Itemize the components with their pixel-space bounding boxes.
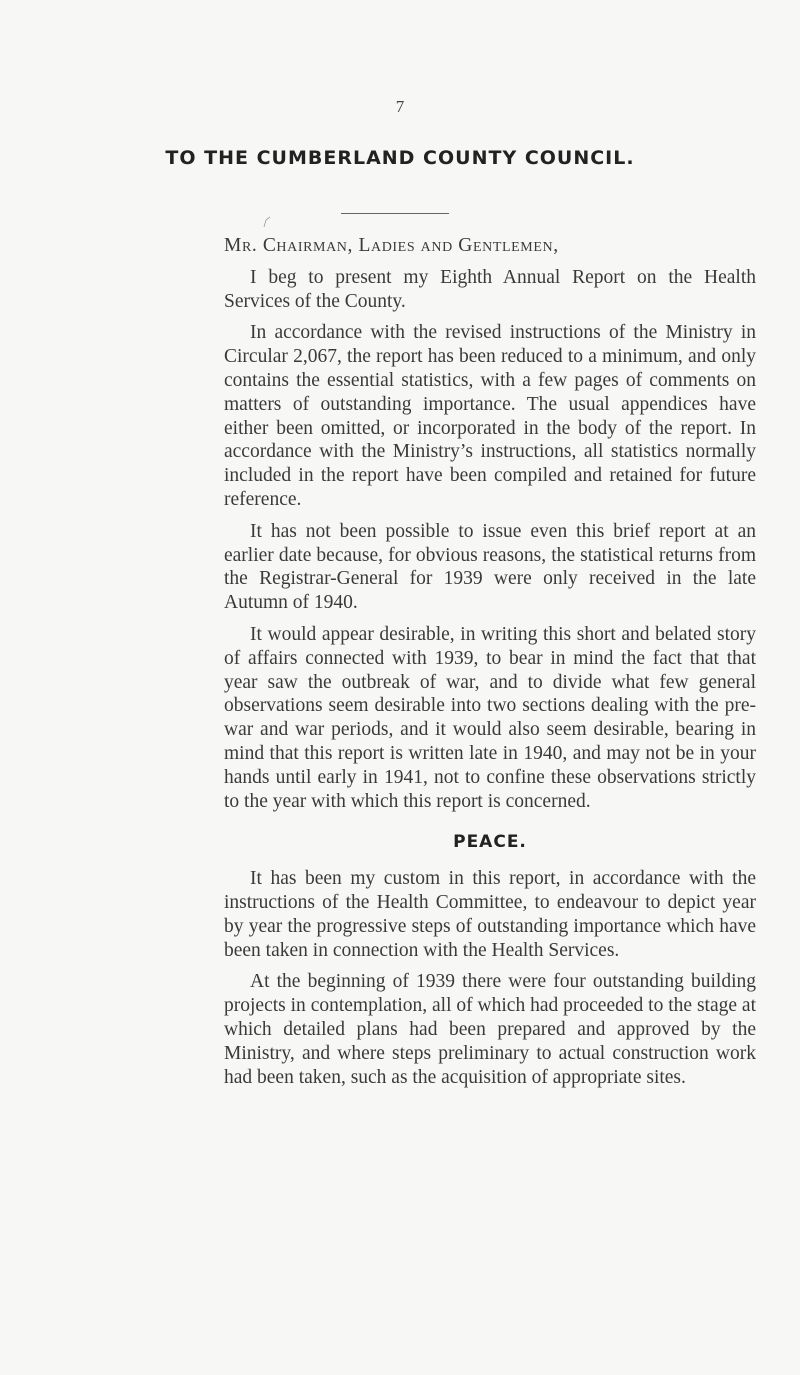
stray-mark-icon	[262, 215, 272, 229]
page-number: 7	[395, 97, 405, 116]
page-title: TO THE CUMBERLAND COUNTY COUNCIL.	[165, 147, 635, 169]
paragraph: I beg to present my Eighth Annual Report on the Health Services of the County.	[224, 266, 756, 312]
title-divider	[341, 213, 449, 214]
paragraph: It has not been possible to issue even this brief report at an earlier date because, for obvious reasons, the statistical returns from the Registrar-General for 1939 were only received in the late Autumn of 1940.	[224, 520, 756, 614]
paragraph: At the beginning of 1939 there were four outstanding building projects in contemplation, all of which had proceeded to the stage at which detailed plans had been prepared and approved by the Ministry, and where steps preliminary to actual construction work had been taken, such as the acquisition of appropriate sites.	[224, 971, 756, 1088]
section-heading: PEACE.	[453, 832, 527, 853]
salutation: Mr. Chairman, Ladies and Gentlemen,	[224, 235, 559, 256]
paragraph: It would appear desirable, in writing this short and belated story of affairs connected with 1939, to bear in mind the fact that that year saw the outbreak of war, and to divide what few general observations seem desirable into two sections dealing with the pre-war and war periods, and it would also seem desirable, bearing in mind that this report is written late in 1940, and may not be in your hands until early in 1941, not to confine these observations strictly to the year with which this report is concerned.	[224, 623, 756, 812]
paragraph: It has been my custom in this report, in accordance with the instructions of the Health Committee, to endeavour to depict year by year the progressive steps of outstanding importance which have been taken in connection with the Health Services.	[224, 868, 756, 961]
report-body	[224, 234, 756, 1097]
paragraph: In accordance with the revised instructions of the Ministry in Circular 2,067, the report has been reduced to a minimum, and only contains the essential statistics, with a few pages of comments on matters of outstanding importance. The usual appendices have either been omitted, or incorporated in the body of the report. In accordance with the Ministry’s instructions, all statistics normally included in the report have been compiled and retained for future reference.	[224, 322, 756, 510]
